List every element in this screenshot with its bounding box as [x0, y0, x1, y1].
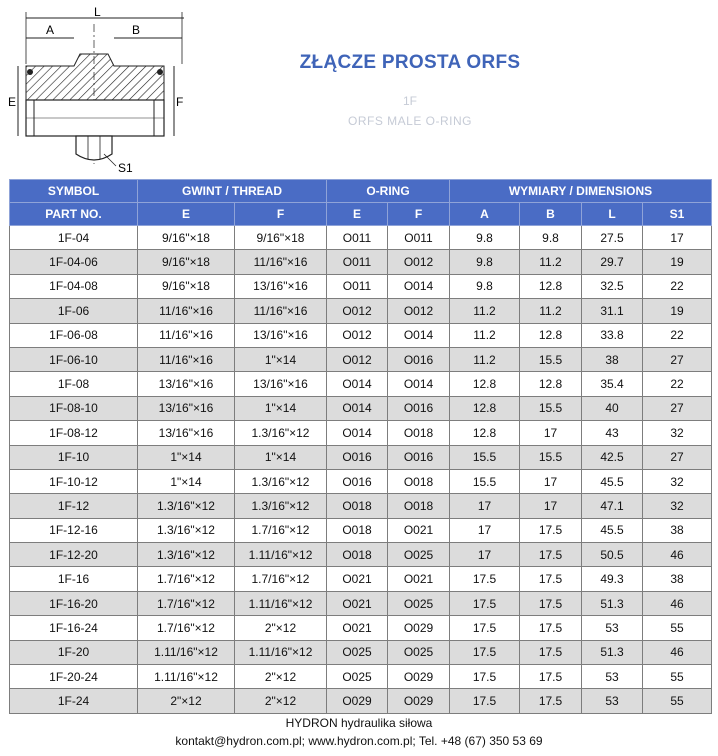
cell-thread-e: 11/16"×16	[138, 347, 235, 371]
dim-S1-label: S1	[118, 161, 133, 174]
cell-thread-f: 9/16"×18	[235, 226, 327, 250]
header-oring-f: F	[388, 203, 450, 226]
cell-dim-b: 12.8	[520, 323, 582, 347]
cell-dim-l: 29.7	[582, 250, 643, 274]
dim-B-label: B	[132, 23, 141, 37]
cell-dim-s1: 22	[643, 274, 712, 298]
cell-part-no: 1F-10	[10, 445, 138, 469]
cell-dim-s1: 27	[643, 347, 712, 371]
cell-oring-f: O016	[388, 445, 450, 469]
cell-thread-e: 9/16"×18	[138, 274, 235, 298]
cell-dim-s1: 46	[643, 543, 712, 567]
cell-dim-a: 17	[450, 543, 520, 567]
cell-dim-s1: 46	[643, 640, 712, 664]
cell-dim-l: 31.1	[582, 299, 643, 323]
cell-thread-f: 1.11/16"×12	[235, 640, 327, 664]
cell-dim-b: 15.5	[520, 445, 582, 469]
cell-part-no: 1F-12	[10, 494, 138, 518]
cell-oring-e: O012	[327, 323, 388, 347]
cell-part-no: 1F-08-12	[10, 421, 138, 445]
cell-dim-a: 11.2	[450, 299, 520, 323]
cell-part-no: 1F-04-06	[10, 250, 138, 274]
cell-dim-l: 53	[582, 689, 643, 713]
cell-dim-b: 12.8	[520, 372, 582, 396]
table-row	[10, 372, 712, 396]
cell-dim-l: 49.3	[582, 567, 643, 591]
table-row	[10, 226, 712, 250]
cell-thread-e: 9/16"×18	[138, 226, 235, 250]
table-row	[10, 250, 712, 274]
cell-oring-f: O018	[388, 421, 450, 445]
cell-dim-a: 17.5	[450, 640, 520, 664]
cell-thread-f: 2"×12	[235, 665, 327, 689]
cell-oring-e: O011	[327, 274, 388, 298]
cell-oring-f: O014	[388, 372, 450, 396]
cell-part-no: 1F-20-24	[10, 665, 138, 689]
cell-dim-l: 40	[582, 396, 643, 420]
cell-dim-b: 9.8	[520, 226, 582, 250]
table-row	[10, 543, 712, 567]
cell-oring-f: O029	[388, 689, 450, 713]
cell-oring-e: O016	[327, 445, 388, 469]
cell-dim-l: 27.5	[582, 226, 643, 250]
cell-thread-f: 1.11/16"×12	[235, 543, 327, 567]
cell-thread-f: 1"×14	[235, 347, 327, 371]
cell-dim-a: 11.2	[450, 347, 520, 371]
cell-thread-f: 13/16"×16	[235, 372, 327, 396]
cell-dim-l: 53	[582, 616, 643, 640]
cell-dim-b: 11.2	[520, 299, 582, 323]
cell-dim-s1: 38	[643, 518, 712, 542]
cell-part-no: 1F-16-20	[10, 591, 138, 615]
cell-oring-f: O018	[388, 494, 450, 518]
cell-dim-a: 12.8	[450, 372, 520, 396]
cell-dim-l: 53	[582, 665, 643, 689]
header-oring: O-RING	[327, 180, 450, 203]
cell-thread-e: 13/16"×16	[138, 421, 235, 445]
cell-part-no: 1F-10-12	[10, 469, 138, 493]
cell-oring-e: O014	[327, 372, 388, 396]
cell-thread-f: 1"×14	[235, 396, 327, 420]
cell-dim-l: 51.3	[582, 591, 643, 615]
cell-thread-f: 1.3/16"×12	[235, 494, 327, 518]
cell-dim-a: 17.5	[450, 591, 520, 615]
cell-dim-s1: 27	[643, 445, 712, 469]
cell-dim-s1: 55	[643, 616, 712, 640]
dim-L-label: L	[94, 5, 101, 19]
spec-table	[9, 179, 712, 714]
cell-dim-a: 17.5	[450, 567, 520, 591]
cell-dim-a: 15.5	[450, 469, 520, 493]
cell-dim-a: 17	[450, 518, 520, 542]
cell-oring-e: O014	[327, 396, 388, 420]
cell-dim-s1: 55	[643, 665, 712, 689]
cell-dim-a: 9.8	[450, 226, 520, 250]
cell-thread-e: 9/16"×18	[138, 250, 235, 274]
cell-thread-f: 1"×14	[235, 445, 327, 469]
cell-thread-e: 11/16"×16	[138, 323, 235, 347]
cell-dim-a: 12.8	[450, 421, 520, 445]
cell-dim-l: 45.5	[582, 518, 643, 542]
cell-oring-e: O012	[327, 299, 388, 323]
cell-dim-b: 17.5	[520, 518, 582, 542]
cell-oring-f: O029	[388, 616, 450, 640]
cell-oring-f: O025	[388, 640, 450, 664]
table-row	[10, 494, 712, 518]
cell-oring-f: O029	[388, 665, 450, 689]
cell-oring-f: O018	[388, 469, 450, 493]
cell-dim-s1: 55	[643, 689, 712, 713]
table-row	[10, 591, 712, 615]
cell-dim-b: 17.5	[520, 543, 582, 567]
cell-thread-e: 2"×12	[138, 689, 235, 713]
cell-part-no: 1F-04	[10, 226, 138, 250]
cell-dim-l: 33.8	[582, 323, 643, 347]
cell-dim-s1: 32	[643, 421, 712, 445]
cell-thread-e: 1.3/16"×12	[138, 518, 235, 542]
table-row	[10, 689, 712, 713]
cell-dim-s1: 17	[643, 226, 712, 250]
table-row	[10, 274, 712, 298]
cell-part-no: 1F-04-08	[10, 274, 138, 298]
cell-thread-e: 11/16"×16	[138, 299, 235, 323]
cell-oring-f: O011	[388, 226, 450, 250]
cell-thread-e: 1.3/16"×12	[138, 543, 235, 567]
cell-part-no: 1F-12-16	[10, 518, 138, 542]
cell-dim-a: 9.8	[450, 274, 520, 298]
cell-oring-e: O021	[327, 616, 388, 640]
table-row	[10, 518, 712, 542]
cell-dim-s1: 32	[643, 494, 712, 518]
table-row	[10, 347, 712, 371]
cell-oring-f: O025	[388, 591, 450, 615]
cell-oring-f: O025	[388, 543, 450, 567]
cell-oring-e: O012	[327, 347, 388, 371]
cell-part-no: 1F-16	[10, 567, 138, 591]
cell-part-no: 1F-20	[10, 640, 138, 664]
cell-dim-a: 17.5	[450, 616, 520, 640]
cell-dim-b: 11.2	[520, 250, 582, 274]
cell-dim-s1: 46	[643, 591, 712, 615]
cell-dim-a: 15.5	[450, 445, 520, 469]
header-a: A	[450, 203, 520, 226]
cell-oring-e: O018	[327, 518, 388, 542]
table-row	[10, 640, 712, 664]
dim-A-label: A	[46, 23, 55, 37]
cell-dim-l: 51.3	[582, 640, 643, 664]
cell-oring-f: O014	[388, 274, 450, 298]
cell-dim-b: 17	[520, 469, 582, 493]
page-title: ZŁĄCZE PROSTA ORFS	[299, 52, 521, 73]
header-oring-e: E	[327, 203, 388, 226]
cell-part-no: 1F-08-10	[10, 396, 138, 420]
cell-oring-e: O018	[327, 494, 388, 518]
cell-dim-l: 50.5	[582, 543, 643, 567]
cell-thread-e: 13/16"×16	[138, 372, 235, 396]
cell-part-no: 1F-06-10	[10, 347, 138, 371]
cell-oring-e: O021	[327, 591, 388, 615]
cell-part-no: 1F-08	[10, 372, 138, 396]
cell-dim-l: 43	[582, 421, 643, 445]
cell-dim-a: 17	[450, 494, 520, 518]
cell-dim-a: 12.8	[450, 396, 520, 420]
table-row	[10, 616, 712, 640]
cell-dim-b: 17.5	[520, 567, 582, 591]
cell-dim-b: 17.5	[520, 665, 582, 689]
cell-thread-e: 1.11/16"×12	[138, 640, 235, 664]
cell-thread-f: 2"×12	[235, 689, 327, 713]
cell-oring-e: O014	[327, 421, 388, 445]
cell-dim-b: 17.5	[520, 689, 582, 713]
table-row	[10, 299, 712, 323]
cell-dim-a: 17.5	[450, 689, 520, 713]
cell-oring-f: O012	[388, 250, 450, 274]
cell-dim-l: 42.5	[582, 445, 643, 469]
cell-thread-f: 13/16"×16	[235, 274, 327, 298]
cell-thread-e: 1"×14	[138, 469, 235, 493]
header-dimensions: WYMIARY / DIMENSIONS	[450, 180, 712, 203]
cell-part-no: 1F-16-24	[10, 616, 138, 640]
cell-dim-b: 12.8	[520, 274, 582, 298]
product-code: 1F	[402, 94, 417, 108]
header-part-no: PART NO.	[10, 203, 138, 226]
table-row	[10, 665, 712, 689]
cell-dim-l: 38	[582, 347, 643, 371]
cell-oring-f: O016	[388, 347, 450, 371]
cell-thread-e: 1.11/16"×12	[138, 665, 235, 689]
cell-thread-f: 1.11/16"×12	[235, 591, 327, 615]
cell-thread-e: 13/16"×16	[138, 396, 235, 420]
cell-oring-e: O018	[327, 543, 388, 567]
header-thread: GWINT / THREAD	[138, 180, 327, 203]
header-s1: S1	[643, 203, 712, 226]
header	[250, 52, 570, 128]
table-row	[10, 469, 712, 493]
footer-contact: kontakt@hydron.com.pl; www.hydron.com.pl; Tel. +48 (67) 350 53 69	[175, 734, 543, 748]
cell-thread-e: 1.7/16"×12	[138, 567, 235, 591]
cell-dim-b: 17	[520, 494, 582, 518]
cell-oring-e: O016	[327, 469, 388, 493]
cell-oring-e: O021	[327, 567, 388, 591]
cell-dim-a: 9.8	[450, 250, 520, 274]
fitting-drawing	[4, 4, 184, 174]
cell-thread-f: 13/16"×16	[235, 323, 327, 347]
cell-dim-a: 11.2	[450, 323, 520, 347]
product-subtitle: ORFS MALE O-RING	[347, 114, 472, 128]
cell-thread-f: 11/16"×16	[235, 250, 327, 274]
cell-oring-e: O029	[327, 689, 388, 713]
cell-oring-f: O012	[388, 299, 450, 323]
footer-company: HYDRON hydraulika siłowa	[285, 716, 433, 730]
cell-oring-e: O011	[327, 226, 388, 250]
cell-part-no: 1F-24	[10, 689, 138, 713]
cell-dim-s1: 38	[643, 567, 712, 591]
table-row	[10, 396, 712, 420]
cell-thread-f: 1.3/16"×12	[235, 469, 327, 493]
cell-thread-f: 11/16"×16	[235, 299, 327, 323]
header-thread-e: E	[138, 203, 235, 226]
cell-dim-s1: 27	[643, 396, 712, 420]
cell-thread-e: 1.7/16"×12	[138, 616, 235, 640]
cell-oring-e: O025	[327, 640, 388, 664]
cell-oring-f: O021	[388, 518, 450, 542]
cell-oring-f: O021	[388, 567, 450, 591]
cell-part-no: 1F-06	[10, 299, 138, 323]
cell-dim-s1: 22	[643, 323, 712, 347]
cell-dim-a: 17.5	[450, 665, 520, 689]
cell-dim-b: 17.5	[520, 591, 582, 615]
table-row	[10, 445, 712, 469]
cell-dim-l: 45.5	[582, 469, 643, 493]
cell-thread-f: 1.7/16"×12	[235, 518, 327, 542]
header-symbol: SYMBOL	[10, 180, 138, 203]
cell-dim-s1: 22	[643, 372, 712, 396]
header-l: L	[582, 203, 643, 226]
cell-dim-l: 47.1	[582, 494, 643, 518]
cell-thread-f: 1.7/16"×12	[235, 567, 327, 591]
dim-F-label: F	[176, 95, 184, 109]
cell-part-no: 1F-12-20	[10, 543, 138, 567]
cell-oring-f: O014	[388, 323, 450, 347]
cell-dim-b: 17	[520, 421, 582, 445]
dim-E-label: E	[8, 95, 17, 109]
cell-thread-e: 1.7/16"×12	[138, 591, 235, 615]
cell-thread-e: 1.3/16"×12	[138, 494, 235, 518]
cell-dim-s1: 19	[643, 299, 712, 323]
table-row	[10, 567, 712, 591]
cell-thread-f: 2"×12	[235, 616, 327, 640]
cell-oring-f: O016	[388, 396, 450, 420]
cell-part-no: 1F-06-08	[10, 323, 138, 347]
cell-dim-b: 17.5	[520, 616, 582, 640]
table-row	[10, 323, 712, 347]
cell-dim-b: 17.5	[520, 640, 582, 664]
cell-dim-l: 32.5	[582, 274, 643, 298]
cell-dim-s1: 32	[643, 469, 712, 493]
cell-oring-e: O011	[327, 250, 388, 274]
cell-thread-f: 1.3/16"×12	[235, 421, 327, 445]
cell-dim-b: 15.5	[520, 347, 582, 371]
table-body	[10, 226, 712, 714]
cell-dim-b: 15.5	[520, 396, 582, 420]
header-thread-f: F	[235, 203, 327, 226]
cell-oring-e: O025	[327, 665, 388, 689]
header-b: B	[520, 203, 582, 226]
cell-thread-e: 1"×14	[138, 445, 235, 469]
table-row	[10, 421, 712, 445]
cell-dim-s1: 19	[643, 250, 712, 274]
cell-dim-l: 35.4	[582, 372, 643, 396]
